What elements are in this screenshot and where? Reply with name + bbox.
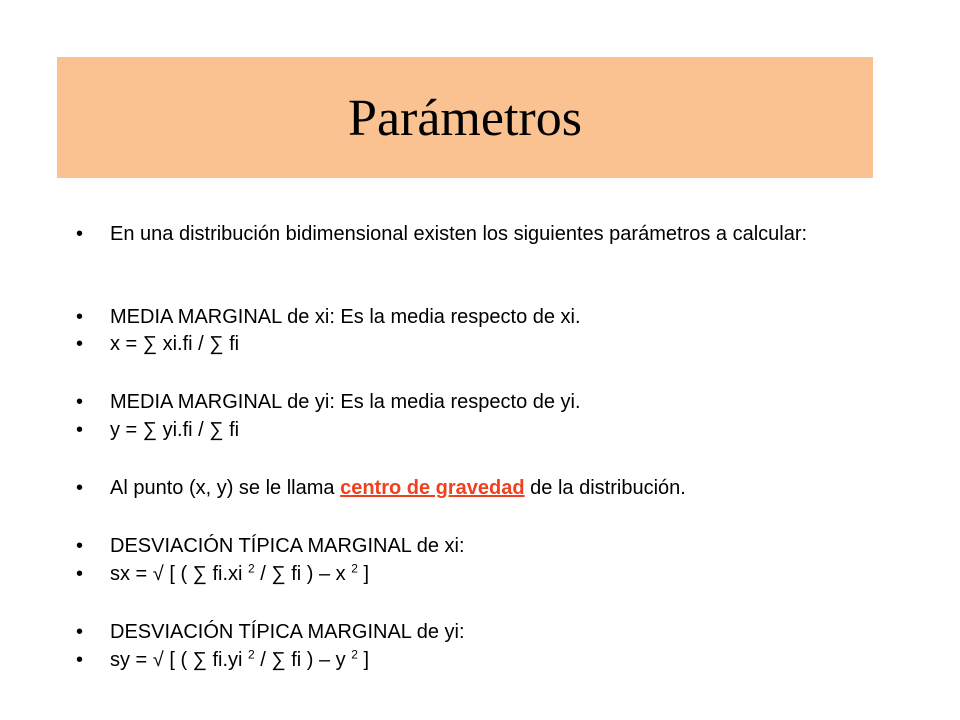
exponent: 2 [351,647,358,662]
text-after-link: de la distribución. [524,477,686,499]
bullet-text: DESVIACIÓN TÍPICA MARGINAL de xi: [110,535,465,557]
exponent: 2 [248,561,255,576]
centro-de-gravedad-link[interactable]: centro de gravedad [340,477,525,499]
bullet-icon: • [76,621,84,643]
exponent: 2 [351,561,358,576]
formula-part: ] [357,563,370,585]
bullet-icon: • [76,333,84,355]
bullet-icon: • [76,477,84,499]
bullet-icon: • [76,649,84,671]
slide-title: Parámetros [348,90,582,147]
bullet-icon: • [76,563,84,585]
exponent: 2 [248,647,255,662]
bullet-icon: • [76,306,84,328]
bullet-icon: • [76,391,84,413]
bullet-icon: • [76,419,84,441]
formula-part: ] [357,649,370,671]
formula-part: sy = √ [ ( ∑ fi.yi [110,649,249,671]
bullet-text: MEDIA MARGINAL de yi: Es la media respecto de yi. [110,391,581,413]
formula-part: sx = √ [ ( ∑ fi.xi [110,563,249,585]
bullet-icon: • [76,223,84,245]
title-banner [57,57,873,178]
formula-part: / ∑ fi ) – x [254,563,352,585]
bullet-text: DESVIACIÓN TÍPICA MARGINAL de yi: [110,621,465,643]
formula-text [110,647,866,671]
text-before-link: Al punto (x, y) se le llama [110,477,341,499]
bullet-text [110,478,866,498]
formula-text: x = ∑ xi.fi / ∑ fi [110,333,240,355]
bullet-text: MEDIA MARGINAL de xi: Es la media respecto de xi. [110,306,581,328]
bullet-icon: • [76,535,84,557]
formula-text [110,561,866,585]
formula-part: / ∑ fi ) – y [254,649,352,671]
formula-text: y = ∑ yi.fi / ∑ fi [110,419,240,441]
bullet-text: En una distribución bidimensional existen los siguientes parámetros a calcular: [110,223,808,245]
